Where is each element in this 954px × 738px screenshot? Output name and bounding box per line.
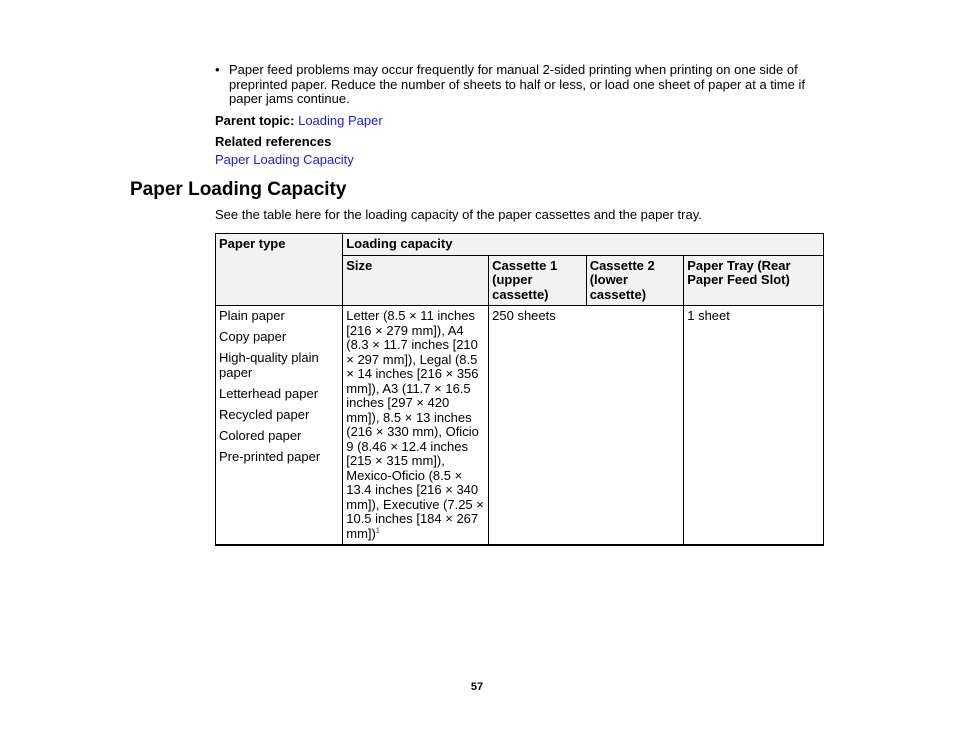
parent-topic-link[interactable]: Loading Paper bbox=[298, 113, 383, 128]
size-footnote: 1 bbox=[375, 527, 380, 535]
parent-topic-label: Parent topic: bbox=[215, 113, 295, 128]
parent-topic bbox=[215, 113, 383, 128]
cassette-capacity-cell: 250 sheets bbox=[489, 306, 684, 546]
bullet-symbol: • bbox=[215, 62, 220, 77]
subheader-size: Size bbox=[343, 255, 489, 306]
subheader-cassette-2: Cassette 2 (lower cassette) bbox=[586, 255, 684, 306]
tray-capacity-cell: 1 sheet bbox=[684, 306, 824, 546]
subheader-paper-tray: Paper Tray (Rear Paper Feed Slot) bbox=[684, 255, 824, 306]
related-reference-link[interactable]: Paper Loading Capacity bbox=[215, 152, 354, 167]
size-text: Letter (8.5 × 11 inches [216 × 279 mm]), A4 (8.3 × 11.7 inches [210 × 297 mm]), Legal (8.5 × 14 inches [216 × 356 mm]), A3 (11.7 × 16.5 inches [297 × 420 mm]), 8.5 × 13 inches (216 × 330 mm), Oficio 9 (8.46 × 12.4 inches [215 × 315 mm]), Mexico-Oficio (8.5 × 13.4 inches [216 × 340 mm]), Executive (7.25 × 10.5 inches [184 × 267 mm]) bbox=[346, 308, 484, 541]
header-loading-capacity: Loading capacity bbox=[343, 234, 824, 256]
paper-type-item: Recycled paper bbox=[219, 406, 310, 422]
paper-type-item: Copy paper bbox=[219, 329, 287, 344]
table-row bbox=[216, 306, 824, 546]
header-paper-type: Paper type bbox=[216, 234, 343, 306]
related-references-heading: Related references bbox=[215, 134, 332, 149]
paper-type-list bbox=[216, 306, 343, 546]
size-cell bbox=[343, 306, 489, 546]
bullet-text: Paper feed problems may occur frequently for manual 2-sided printing when printing on one side of preprinted paper. Reduce the number of sheets to half or less, or load one sheet of paper at a time if paper jams continue. bbox=[229, 62, 805, 106]
related-references-item bbox=[215, 152, 354, 167]
paper-type-item: Plain paper bbox=[219, 308, 285, 323]
loading-capacity-table bbox=[215, 233, 824, 546]
subheader-cassette-1: Cassette 1 (upper cassette) bbox=[489, 255, 587, 306]
table-header-row bbox=[216, 234, 824, 256]
page-number: 57 bbox=[470, 681, 484, 693]
intro-text: See the table here for the loading capacity of the paper cassettes and the paper tray. bbox=[215, 207, 702, 222]
paper-type-item: Letterhead paper bbox=[219, 385, 319, 401]
bullet-item bbox=[215, 63, 815, 107]
paper-type-item: Pre-printed paper bbox=[219, 448, 321, 464]
section-title: Paper Loading Capacity bbox=[130, 179, 347, 200]
paper-type-item: High-quality plain paper bbox=[219, 350, 319, 380]
paper-type-item: Colored paper bbox=[219, 427, 302, 443]
